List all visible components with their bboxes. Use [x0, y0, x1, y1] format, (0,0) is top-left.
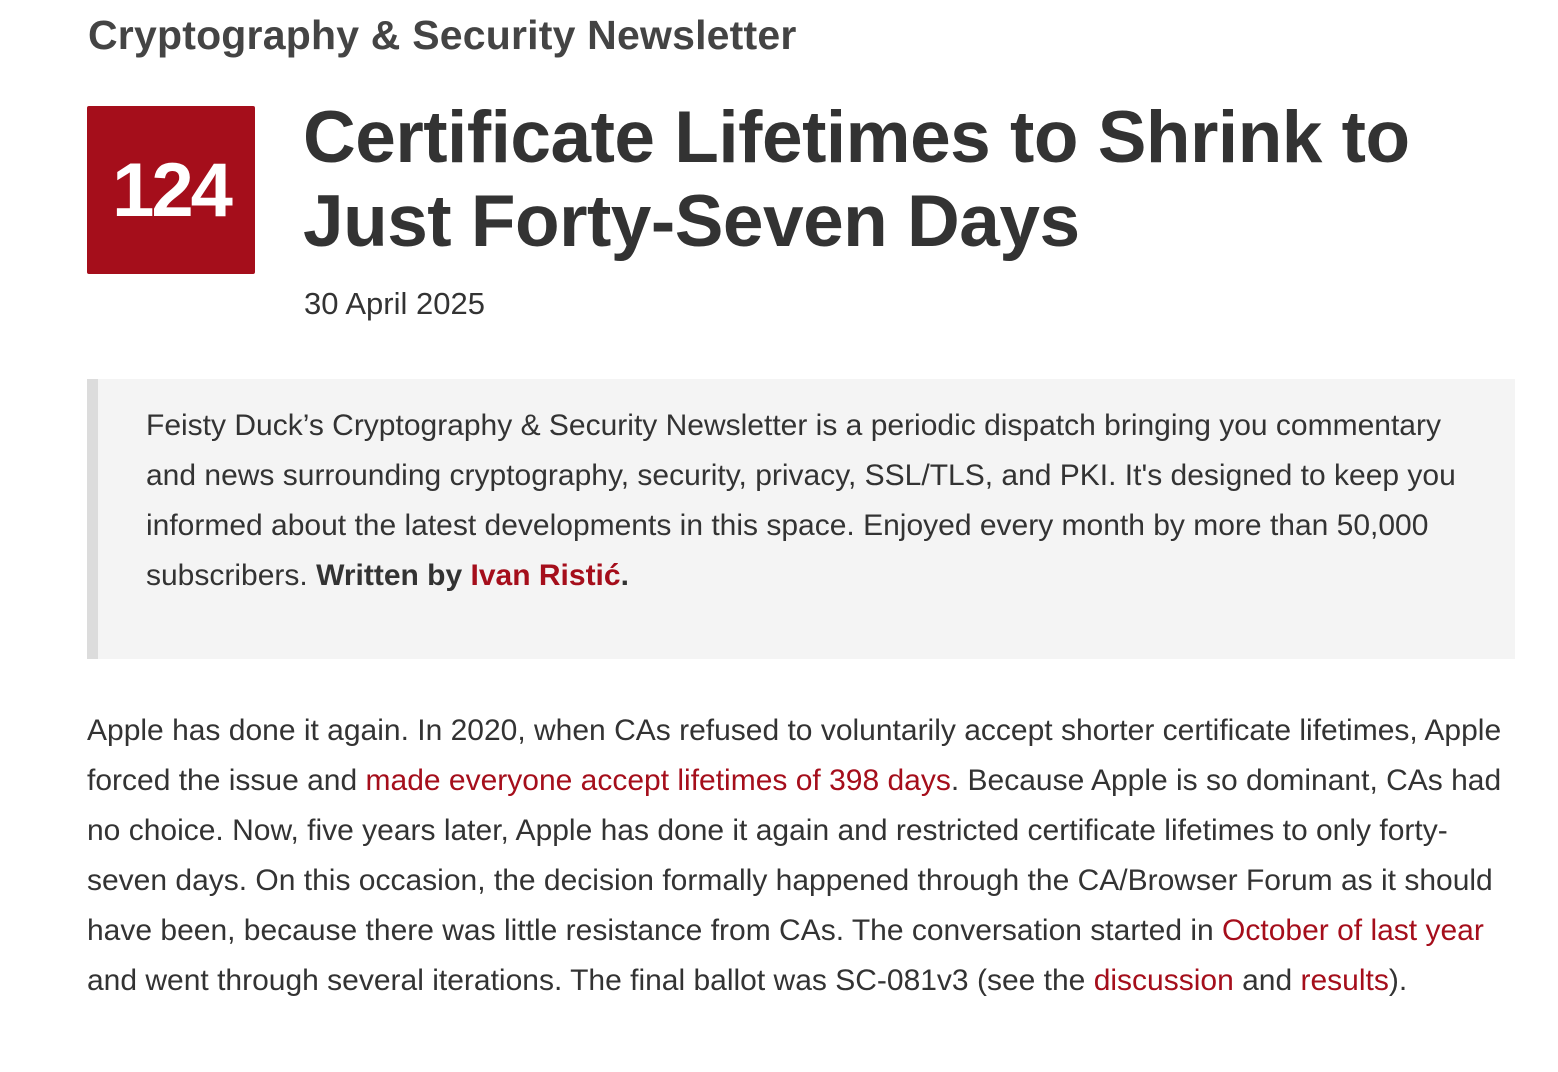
intro-text: Feisty Duck’s Cryptography & Security Newsletter is a periodic dispatch bringing you commentary and news surrounding cryptography, security, privacy, SSL/TLS, and PKI. It's designed to keep you informed about the latest developments in this space. Enjoyed every month by more than 50,000 subscribers.: [146, 409, 1456, 592]
article-paragraph: [87, 706, 1527, 1006]
article-text-1: Apple has done it again. In 2020, when CAs refused to voluntarily accept shorter certificate lifetimes, Apple forced the issue and: [87, 714, 1502, 797]
article-text-3: and went through several iterations. The final ballot was SC-081v3 (see the: [87, 964, 1094, 997]
author-link[interactable]: Ivan Ristić: [470, 559, 621, 592]
newsletter-name: Cryptography & Security Newsletter: [88, 12, 797, 58]
issue-date: 30 April 2025: [304, 286, 485, 321]
written-by-label: [316, 559, 629, 592]
article-text-2: . Because Apple is so dominant, CAs had no choice. Now, five years later, Apple has done it again and restricted certificate lifetimes to only forty-seven days. On this occasion, the decision formally happened through the CA/Browser Forum as it should have been, because there was little resistance from CAs. The conversation started in: [87, 764, 1502, 947]
link-398-days[interactable]: made everyone accept lifetimes of 398 days: [365, 764, 951, 797]
link-discussion[interactable]: discussion: [1093, 964, 1234, 997]
page-title: Certificate Lifetimes to Shrink to Just Forty-Seven Days: [303, 97, 1410, 262]
issue-number-badge: 124: [87, 106, 255, 274]
written-by-period: .: [620, 559, 629, 592]
intro-box: [87, 379, 1515, 659]
link-results[interactable]: results: [1300, 964, 1389, 997]
link-october-last-year[interactable]: October of last year: [1222, 914, 1484, 947]
article-text-4: and: [1233, 964, 1301, 997]
written-by-text: Written by: [316, 559, 471, 592]
article-text-5: ).: [1388, 964, 1408, 997]
